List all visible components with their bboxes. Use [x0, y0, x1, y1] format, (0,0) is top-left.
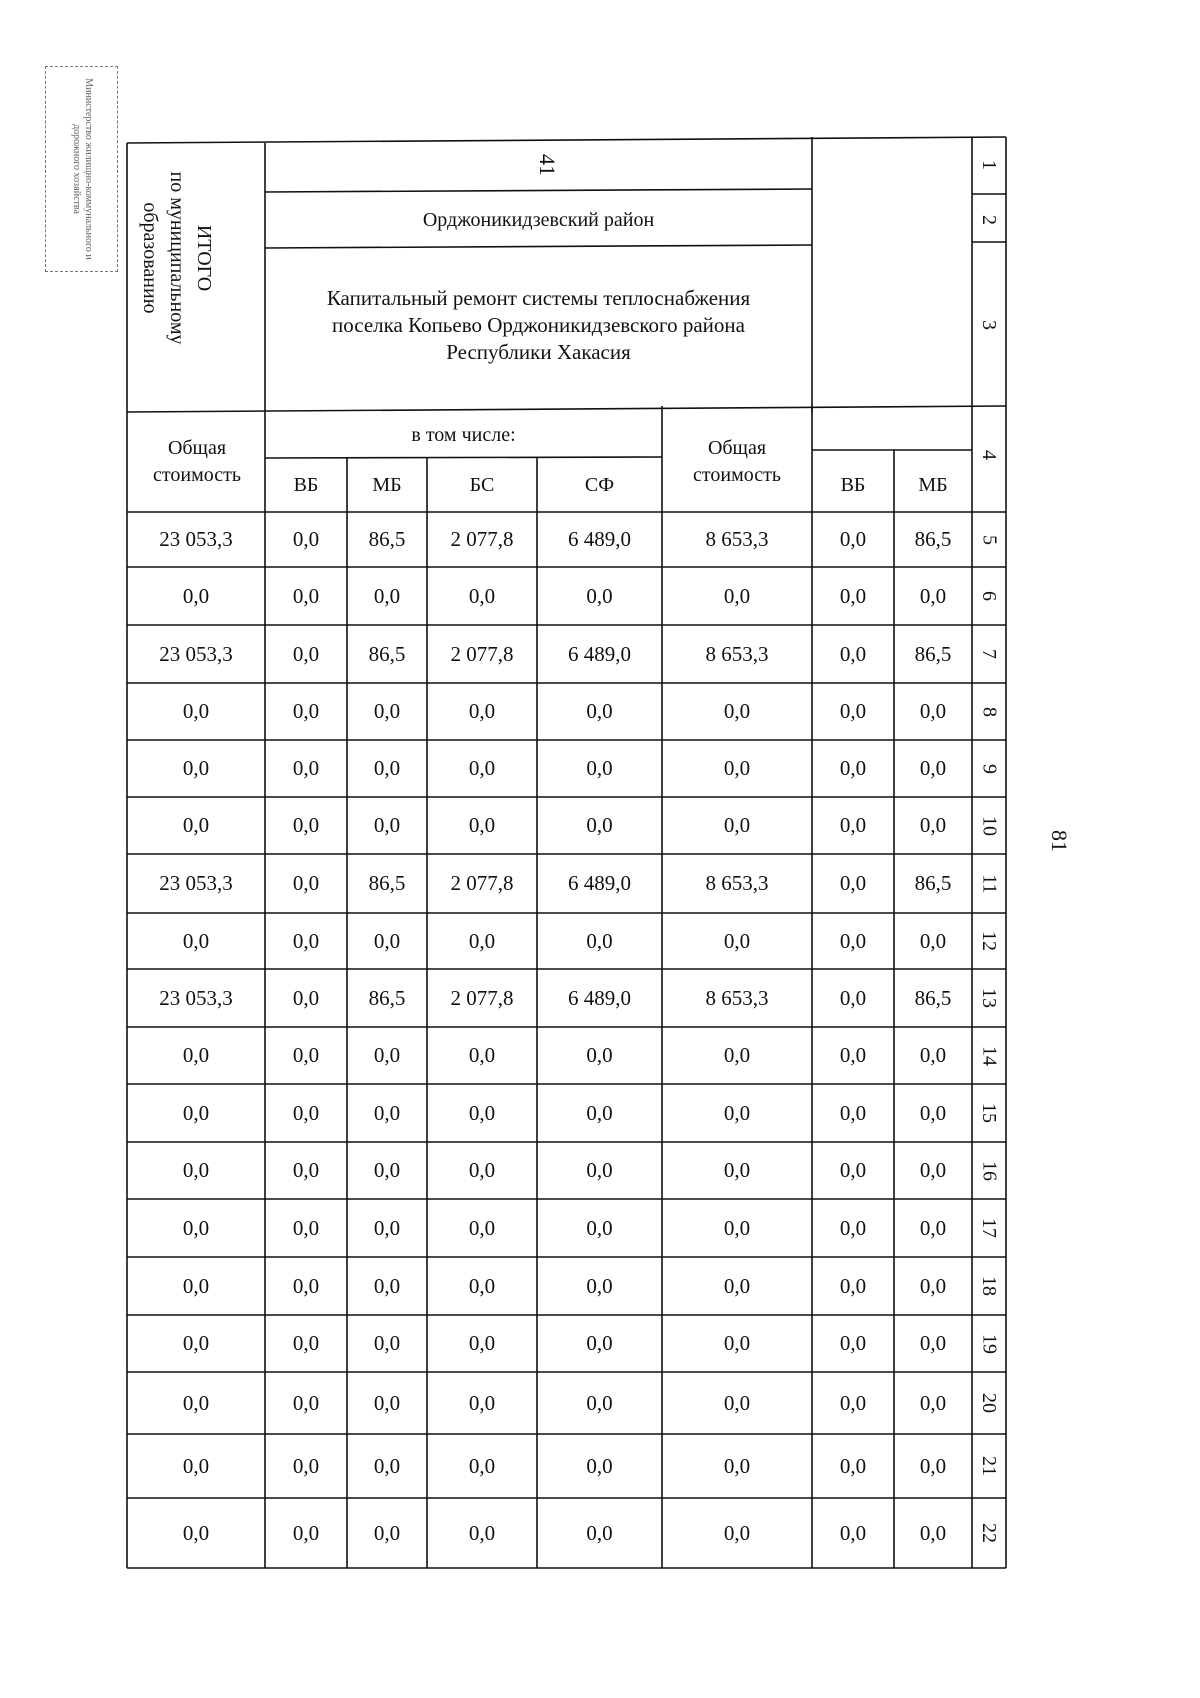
cell-project-vb: 0,0 — [839, 583, 867, 608]
sub-header-vb: ВБ — [293, 473, 319, 496]
cell-vb: 0,0 — [292, 1100, 320, 1125]
cell-project-cost: 0,0 — [723, 1331, 751, 1355]
cell-sf: 0,0 — [586, 699, 613, 723]
cell-total-cost: 0,0 — [182, 756, 210, 780]
cell-vb: 0,0 — [292, 641, 320, 666]
cell-total-cost: 23 053,3 — [159, 985, 233, 1010]
row-index: 5 — [978, 534, 1001, 545]
cell-sf: 0,0 — [586, 1453, 613, 1478]
cell-project-vb: 0,0 — [839, 1100, 867, 1125]
cell-vb: 0,0 — [292, 583, 320, 608]
cell-mb: 0,0 — [373, 1390, 401, 1415]
cell-bs: 0,0 — [468, 583, 496, 608]
cell-project-mb: 0,0 — [919, 1273, 947, 1298]
cell-vb: 0,0 — [292, 756, 320, 780]
cell-vb: 0,0 — [292, 1043, 320, 1067]
cell-bs: 0,0 — [468, 756, 496, 780]
cell-project-vb: 0,0 — [839, 1520, 867, 1545]
cell-sf: 0,0 — [586, 928, 613, 953]
cell-total-cost: 0,0 — [182, 928, 210, 953]
row-index: 17 — [978, 1218, 1001, 1238]
cell-sf: 0,0 — [586, 1158, 613, 1182]
row-index: 13 — [978, 988, 1001, 1008]
cell-project-cost: 0,0 — [723, 1043, 751, 1067]
cell-project-cost: 0,0 — [723, 1520, 751, 1545]
cell-mb: 0,0 — [373, 756, 401, 780]
cell-mb: 0,0 — [373, 928, 401, 953]
cell-sf: 0,0 — [586, 756, 613, 780]
cell-bs: 0,0 — [468, 1453, 496, 1478]
cell-project-mb: 0,0 — [919, 699, 947, 723]
cell-project-vb: 0,0 — [839, 641, 867, 666]
project-sub-header-vb: ВБ — [840, 473, 866, 496]
cell-project-cost: 0,0 — [723, 1215, 751, 1240]
row-index: 7 — [978, 649, 1001, 659]
cell-project-vb: 0,0 — [839, 699, 867, 723]
cell-vb: 0,0 — [292, 1331, 320, 1355]
total-by-municipality-header: ИТОГО по муниципальному образованию — [139, 171, 216, 345]
project-cost-header: Общая стоимость — [693, 437, 781, 486]
cell-total-cost: 0,0 — [182, 1520, 210, 1545]
cell-project-vb: 0,0 — [839, 1158, 867, 1182]
item-number: 41 — [535, 154, 561, 176]
row-index: 14 — [978, 1045, 1001, 1066]
cell-project-mb: 0,0 — [919, 1158, 947, 1182]
row-index: 19 — [978, 1333, 1001, 1354]
cell-bs: 0,0 — [468, 928, 496, 953]
sub-header-bs: БС — [469, 473, 495, 496]
row-index: 9 — [978, 763, 1001, 774]
cell-project-mb: 86,5 — [914, 871, 952, 895]
cell-project-vb: 0,0 — [839, 527, 867, 551]
cell-mb: 0,0 — [373, 699, 401, 723]
cell-bs: 2 077,8 — [450, 985, 514, 1010]
cell-vb: 0,0 — [292, 928, 320, 953]
cell-project-vb: 0,0 — [839, 985, 867, 1010]
cell-bs: 2 077,8 — [450, 871, 514, 895]
cell-mb: 0,0 — [373, 583, 401, 608]
cell-sf: 6 489,0 — [568, 527, 631, 551]
sub-header-sf: СФ — [584, 473, 615, 496]
cell-bs: 0,0 — [468, 1215, 496, 1240]
cell-mb: 0,0 — [373, 1453, 401, 1478]
cell-sf: 0,0 — [586, 1215, 613, 1240]
cell-mb: 86,5 — [368, 527, 406, 551]
cell-vb: 0,0 — [292, 813, 320, 837]
cell-mb: 0,0 — [373, 1100, 401, 1125]
cell-bs: 0,0 — [468, 813, 496, 837]
cell-project-vb: 0,0 — [839, 1331, 867, 1355]
grid-line — [127, 137, 1006, 143]
cell-total-cost: 23 053,3 — [159, 871, 233, 895]
cell-mb: 0,0 — [373, 1158, 401, 1182]
cell-mb: 86,5 — [368, 985, 406, 1010]
cell-sf: 0,0 — [586, 583, 613, 608]
cell-bs: 0,0 — [468, 1100, 496, 1125]
column-index-2: 2 — [978, 215, 1001, 225]
grid-line — [265, 189, 812, 192]
cell-project-cost: 8 653,3 — [705, 641, 769, 666]
cell-project-mb: 0,0 — [919, 583, 947, 608]
cell-project-cost: 0,0 — [723, 1100, 751, 1125]
cell-bs: 0,0 — [468, 1520, 496, 1545]
cell-project-vb: 0,0 — [839, 756, 867, 780]
cell-total-cost: 0,0 — [182, 1100, 210, 1125]
cell-total-cost: 0,0 — [182, 1331, 210, 1355]
district-name: Орджоникидзевский район — [422, 208, 655, 231]
cell-mb: 86,5 — [368, 641, 406, 666]
cell-project-mb: 86,5 — [914, 985, 952, 1010]
cell-vb: 0,0 — [292, 1273, 320, 1298]
cell-bs: 2 077,8 — [450, 527, 514, 551]
cell-vb: 0,0 — [292, 527, 320, 551]
row-index: 15 — [978, 1103, 1001, 1123]
row-index: 11 — [978, 873, 1001, 894]
cell-vb: 0,0 — [292, 1520, 320, 1545]
cell-total-cost: 23 053,3 — [159, 527, 233, 551]
cell-mb: 0,0 — [373, 1215, 401, 1240]
cell-project-vb: 0,0 — [839, 1043, 867, 1067]
cell-total-cost: 0,0 — [182, 1158, 210, 1182]
cell-project-cost: 0,0 — [723, 1273, 751, 1298]
cell-vb: 0,0 — [292, 699, 320, 723]
cell-sf: 6 489,0 — [568, 985, 631, 1010]
cell-mb: 0,0 — [373, 1520, 401, 1545]
cell-bs: 2 077,8 — [450, 641, 514, 666]
cell-project-mb: 0,0 — [919, 1043, 947, 1067]
sub-header-mb: МБ — [372, 473, 402, 496]
cell-total-cost: 0,0 — [182, 813, 210, 837]
total-cost-header: Общая стоимость — [153, 437, 241, 486]
row-index: 6 — [978, 591, 1001, 601]
cell-project-cost: 0,0 — [723, 583, 751, 608]
cell-total-cost: 0,0 — [182, 699, 210, 723]
cell-project-mb: 0,0 — [919, 1215, 947, 1240]
cell-sf: 0,0 — [586, 1273, 613, 1298]
column-index-1: 1 — [978, 160, 1001, 170]
cell-project-cost: 8 653,3 — [705, 985, 769, 1010]
cell-project-mb: 0,0 — [919, 1453, 947, 1478]
cell-project-vb: 0,0 — [839, 1273, 867, 1298]
grid-line — [265, 245, 812, 248]
cell-total-cost: 0,0 — [182, 1273, 210, 1298]
cell-project-vb: 0,0 — [839, 1453, 867, 1478]
cell-project-cost: 8 653,3 — [705, 871, 769, 895]
cell-total-cost: 0,0 — [182, 1043, 210, 1067]
cell-project-cost: 8 653,3 — [705, 527, 769, 551]
cell-bs: 0,0 — [468, 699, 496, 723]
cell-project-cost: 0,0 — [723, 928, 751, 953]
cell-sf: 0,0 — [586, 1520, 613, 1545]
including-header: в том числе: — [411, 423, 516, 446]
project-name: Капитальный ремонт системы теплоснабжения поселка Копьево Орджоникидзевского района Республики Хакасия — [326, 285, 751, 364]
cell-sf: 0,0 — [586, 1043, 613, 1067]
cell-project-cost: 0,0 — [723, 1390, 751, 1415]
cell-project-mb: 0,0 — [919, 928, 947, 953]
cell-project-mb: 86,5 — [914, 641, 952, 666]
row-index: 16 — [978, 1160, 1001, 1181]
cell-project-vb: 0,0 — [839, 871, 867, 895]
row-index: 18 — [978, 1276, 1001, 1296]
cell-project-mb: 86,5 — [914, 527, 952, 551]
row-index: 8 — [978, 706, 1001, 717]
archive-stamp — [45, 66, 118, 272]
cell-sf: 0,0 — [586, 813, 613, 837]
project-sub-header-mb: МБ — [918, 473, 948, 496]
cell-project-cost: 0,0 — [723, 813, 751, 837]
cell-vb: 0,0 — [292, 1390, 320, 1415]
cell-bs: 0,0 — [468, 1158, 496, 1182]
cell-vb: 0,0 — [292, 1158, 320, 1182]
cell-project-mb: 0,0 — [919, 1390, 947, 1415]
cell-sf: 0,0 — [586, 1100, 613, 1125]
column-index-3: 3 — [978, 320, 1001, 330]
cell-sf: 0,0 — [586, 1390, 613, 1415]
cell-project-mb: 0,0 — [919, 756, 947, 780]
cell-project-cost: 0,0 — [723, 699, 751, 723]
cell-sf: 0,0 — [586, 1331, 613, 1355]
row-index: 12 — [978, 931, 1001, 951]
cell-mb: 0,0 — [373, 1273, 401, 1298]
stamp-text: Министерство жилищно-коммунального и дорожного хозяйства — [70, 78, 94, 260]
cell-bs: 0,0 — [468, 1331, 496, 1355]
cell-sf: 6 489,0 — [568, 641, 631, 666]
cell-mb: 0,0 — [373, 813, 401, 837]
cell-mb: 0,0 — [373, 1043, 401, 1067]
cell-total-cost: 0,0 — [182, 583, 210, 608]
cell-project-vb: 0,0 — [839, 1215, 867, 1240]
cell-project-mb: 0,0 — [919, 813, 947, 837]
cell-project-cost: 0,0 — [723, 756, 751, 780]
cell-project-mb: 0,0 — [919, 1100, 947, 1125]
cell-bs: 0,0 — [468, 1390, 496, 1415]
column-index-4: 4 — [978, 450, 1001, 460]
cell-mb: 0,0 — [373, 1331, 401, 1355]
cell-project-mb: 0,0 — [919, 1520, 947, 1545]
cell-project-vb: 0,0 — [839, 1390, 867, 1415]
cell-total-cost: 0,0 — [182, 1453, 210, 1478]
cell-mb: 86,5 — [368, 871, 406, 895]
cell-project-cost: 0,0 — [723, 1453, 751, 1478]
row-index: 10 — [978, 815, 1001, 836]
cell-total-cost: 23 053,3 — [159, 641, 233, 666]
cell-total-cost: 0,0 — [182, 1215, 210, 1240]
cell-bs: 0,0 — [468, 1273, 496, 1298]
cell-total-cost: 0,0 — [182, 1390, 210, 1415]
cell-project-mb: 0,0 — [919, 1331, 947, 1355]
cell-vb: 0,0 — [292, 985, 320, 1010]
row-index: 22 — [978, 1523, 1001, 1543]
cell-vb: 0,0 — [292, 1215, 320, 1240]
cell-project-cost: 0,0 — [723, 1158, 751, 1182]
cell-vb: 0,0 — [292, 1453, 320, 1478]
cell-vb: 0,0 — [292, 871, 320, 895]
cell-sf: 6 489,0 — [568, 871, 631, 895]
cell-project-vb: 0,0 — [839, 813, 867, 837]
page-number: 81 — [1047, 830, 1072, 852]
cell-project-vb: 0,0 — [839, 928, 867, 953]
cell-bs: 0,0 — [468, 1043, 496, 1067]
row-index: 21 — [978, 1456, 1001, 1476]
row-index: 20 — [978, 1393, 1001, 1413]
